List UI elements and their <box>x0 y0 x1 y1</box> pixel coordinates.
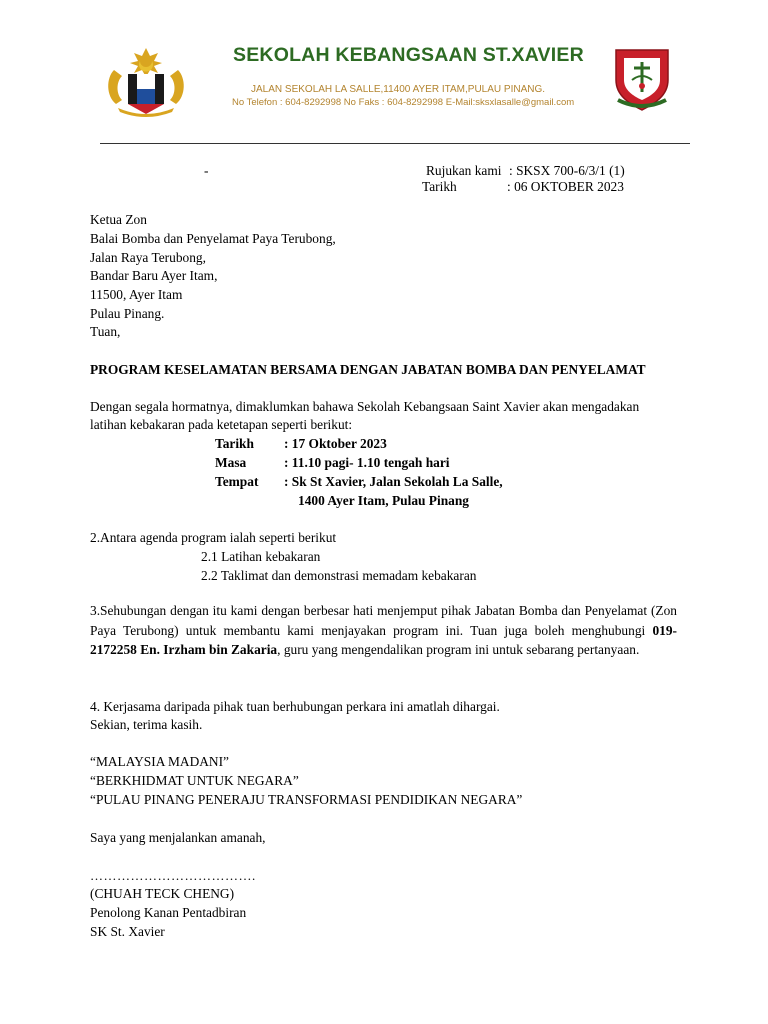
recipient-line: Bandar Baru Ayer Itam, <box>90 268 218 283</box>
reference-label: Rujukan kami <box>426 163 502 178</box>
reference-value: : SKSX 700-6/3/1 (1) <box>509 163 625 178</box>
agenda-item: 2.1 Latihan kebakaran <box>201 549 321 564</box>
intro-line: Dengan segala hormatnya, dimaklumkan bahawa Sekolah Kebangsaan Saint Xavier akan mengadakan <box>90 399 640 414</box>
agenda-item: 2.2 Taklimat dan demonstrasi memadam kebakaran <box>201 568 477 583</box>
slogan: “MALAYSIA MADANI” <box>90 754 229 769</box>
subject-heading: PROGRAM KESELAMATAN BERSAMA DENGAN JABATAN BOMBA DAN PENYELAMAT <box>90 362 646 377</box>
signatory-name: (CHUAH TECK CHENG) <box>90 886 235 901</box>
school-name: SEKOLAH KEBANGSAAN ST.XAVIER <box>233 44 584 66</box>
date-label: Tarikh <box>422 179 457 194</box>
school-address: JALAN SEKOLAH LA SALLE,11400 AYER ITAM,PULAU PINANG. <box>251 84 546 95</box>
signatory-title: Penolong Kanan Pentadbiran <box>90 905 247 920</box>
slogan: “BERKHIDMAT UNTUK NEGARA” <box>90 773 299 788</box>
salutation: Tuan, <box>90 324 121 339</box>
agenda-heading: 2.Antara agenda program ialah seperti berikut <box>90 530 337 545</box>
paragraph-3-text-end: , guru yang mengendalikan program ini untuk sebarang pertanyaan. <box>277 642 640 657</box>
recipient-line: 11500, Ayer Itam <box>90 287 183 302</box>
contact-person: 019-2172258 En. Irzham bin Zakaria <box>90 622 677 657</box>
school-shield-crest-icon <box>610 44 674 112</box>
detail-date-value: : 17 Oktober 2023 <box>284 436 387 451</box>
paragraph-4: 4. Kerjasama daripada pihak tuan berhubungan perkara ini amatlah dihargai. <box>90 699 500 714</box>
detail-time-label: Masa <box>215 455 247 470</box>
detail-place-value: : Sk St Xavier, Jalan Sekolah La Salle, <box>284 474 503 489</box>
malaysia-coat-of-arms-icon <box>100 44 192 118</box>
paragraph-3 <box>90 601 677 660</box>
detail-date-label: Tarikh <box>215 436 254 451</box>
closing-line: Saya yang menjalankan amanah, <box>90 830 266 845</box>
recipient-line: Jalan Raya Terubong, <box>90 250 206 265</box>
paragraph-3-text: 3.Sehubungan dengan itu kami dengan berbesar hati menjemput pihak Jabatan Bomba dan Penyelamat (Zon Paya Terubong) untuk membantu kami menjayakan program ini. Tuan juga boleh menghubungi <box>90 603 677 638</box>
recipient-line: Pulau Pinang. <box>90 306 165 321</box>
signature-line: ………………………………. <box>90 868 256 883</box>
recipient-line: Balai Bomba dan Penyelamat Paya Terubong, <box>90 231 336 246</box>
detail-place-label: Tempat <box>215 474 259 489</box>
signatory-org: SK St. Xavier <box>90 924 165 939</box>
recipient-line: Ketua Zon <box>90 212 147 227</box>
header-divider <box>100 143 690 144</box>
date-value: : 06 OKTOBER 2023 <box>507 179 624 194</box>
slogan: “PULAU PINANG PENERAJU TRANSFORMASI PENDIDIKAN NEGARA” <box>90 792 523 807</box>
thanks-line: Sekian, terima kasih. <box>90 717 203 732</box>
intro-line: latihan kebakaran pada ketetapan seperti berikut: <box>90 417 353 432</box>
detail-time-value: : 11.10 pagi- 1.10 tengah hari <box>284 455 450 470</box>
detail-place-value-2: 1400 Ayer Itam, Pulau Pinang <box>298 493 469 508</box>
school-contact: No Telefon : 604-8292998 No Faks : 604-8292998 E-Mail:sksxlasalle@gmail.com <box>232 97 575 108</box>
reference-dash: - <box>204 163 209 178</box>
